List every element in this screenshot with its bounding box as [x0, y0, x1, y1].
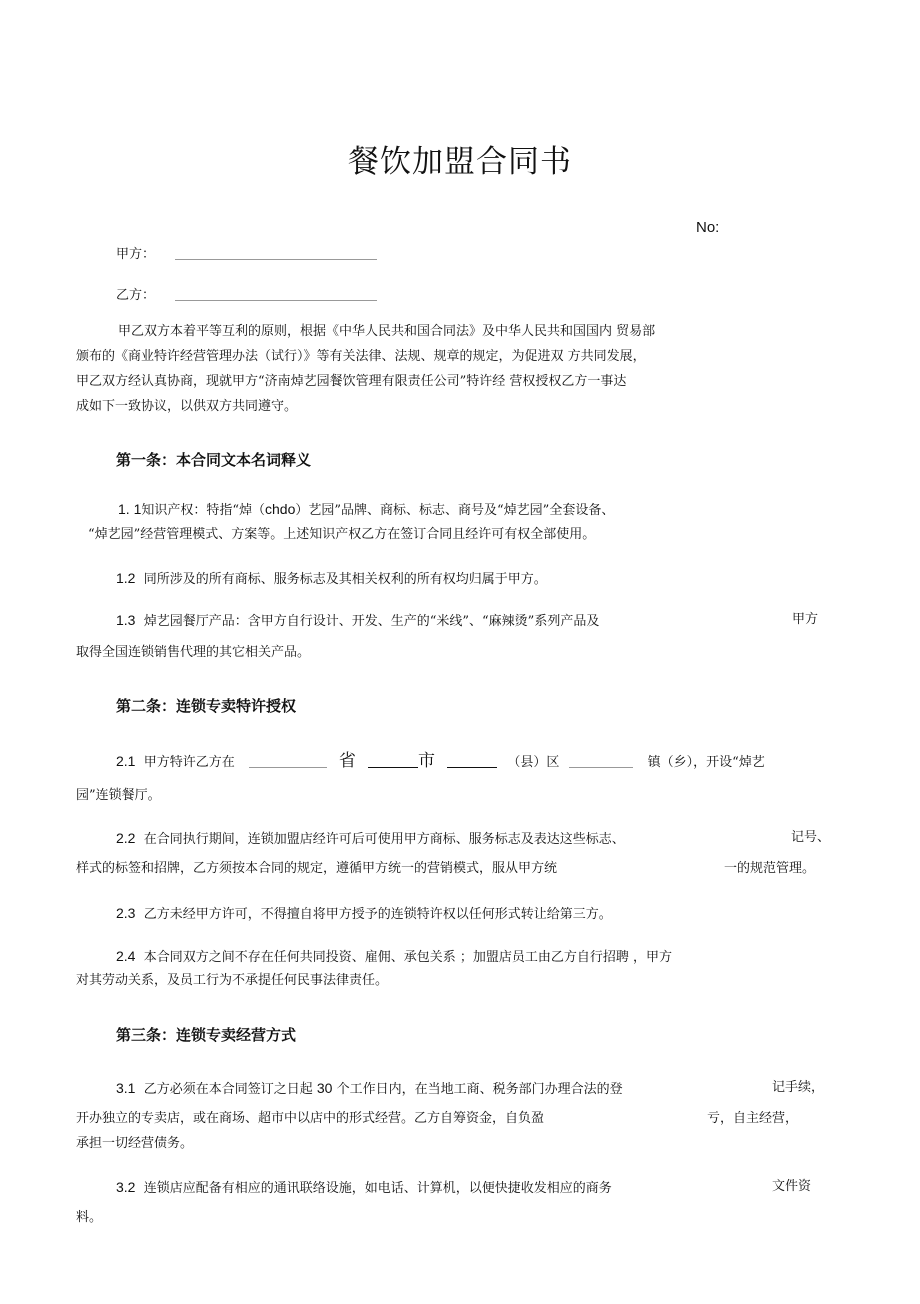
clause-3-1-right: 记手续，	[772, 1080, 825, 1095]
party-a-label: 甲方：	[116, 247, 156, 262]
clause-2-1-line: 园”连锁餐厅。	[76, 788, 161, 803]
clause-3-1-right: 亏，自主经营，	[707, 1111, 799, 1126]
party-b-blank	[175, 300, 377, 301]
town-blank	[569, 767, 633, 768]
party-a-blank	[175, 259, 377, 260]
clause-2-4-line: 2.4 本合同双方之间不存在任何共同投资、雇佣、承包关系 ；加盟店员工由乙方自行招聘 ，甲方	[116, 948, 672, 965]
clause-number: 3.2	[116, 1179, 136, 1195]
intro-line: 成如下一致协议，以供双方共同遵守。	[76, 399, 298, 414]
clause-number: 1.2	[116, 570, 136, 586]
article-1-heading: 第一条：本合同文本名词释义	[116, 451, 312, 469]
clause-2-2-line: 样式的标签和招牌，乙方须按本合同的规定，遵循甲方统一的营销模式，服从甲方统	[76, 861, 558, 876]
clause-number: 2.1	[116, 753, 136, 769]
clause-1-2: 1.2 同所涉及的所有商标、服务标志及其相关权利的所有权均归属于甲方。	[116, 570, 547, 587]
clause-2-2-line: 2.2 在合同执行期间，连锁加盟店经许可后可使用甲方商标、服务标志及表达这些标志、	[116, 830, 625, 847]
clause-2-2-right: 记号、	[791, 830, 831, 845]
clause-number: 1. 1	[118, 501, 142, 517]
clause-1-1-line: 1. 1知识产权：特指“焯（chdo）艺园”品牌、商标、标志、商号及“焯艺园”全套设备、	[118, 501, 615, 518]
city-blank	[368, 767, 418, 768]
clause-2-4-line: 对其劳动关系，及员工行为不承提任何民事法律责任。	[76, 973, 389, 988]
clause-3-1-line: 承担一切经营债务。	[76, 1136, 194, 1151]
clause-3-2-right: 文件资	[772, 1179, 812, 1194]
clause-1-3-line: 1.3 焯艺园餐厅产品：含甲方自行设计、开发、生产的“米线”、“麻辣烫”系列产品及	[116, 612, 600, 629]
clause-3-1-line: 开办独立的专卖店，或在商场、超市中以店中的形式经营。乙方自筹资金，自负盈	[76, 1111, 545, 1126]
clause-number: 2.3	[116, 905, 136, 921]
clause-number: 3.1	[116, 1080, 136, 1096]
clause-2-2-right: 一的规范管理。	[724, 861, 816, 876]
article-2-heading: 第二条：连锁专卖特许授权	[116, 697, 297, 715]
clause-number: 2.2	[116, 830, 136, 846]
clause-2-3: 2.3 乙方未经甲方许可，不得擅自将甲方授予的连锁特许权以任何形式转让给第三方。	[116, 905, 612, 922]
article-3-heading: 第三条：连锁专卖经营方式	[116, 1026, 297, 1044]
party-b-label: 乙方：	[116, 288, 156, 303]
clause-3-1-line: 3.1 乙方必须在本合同签订之日起 30 个工作日内，在当地工商、税务部门办理合法的登	[116, 1080, 623, 1097]
intro-line: 甲乙双方本着平等互利的原则，根据《中华人民共和国合同法》及中华人民共和国国内 贸易部	[118, 324, 656, 339]
contract-number-label: No:	[696, 219, 720, 236]
clause-2-1-line: 2.1 甲方特许乙方在 省 市 （县）区 镇（乡），开设“焯艺	[116, 751, 765, 771]
county-blank	[447, 767, 497, 768]
intro-line: 甲乙双方经认真协商，现就甲方“济南焯艺园餐饮管理有限责任公司”特许经 营权授权乙方一事达	[76, 374, 627, 389]
party-b-row	[116, 284, 377, 303]
clause-1-3-line: 取得全国连锁销售代理的其它相关产品。	[76, 645, 311, 660]
party-a-row	[116, 243, 377, 262]
clause-1-3-right: 甲方	[792, 612, 819, 627]
clause-3-2-line: 3.2 连锁店应配备有相应的通讯联络设施，如电话、计算机，以便快捷收发相应的商务	[116, 1179, 612, 1196]
intro-line: 颁布的《商业特许经营管理办法（试行）》等有关法律、法规、规章的规定，为促进双 方共同发展，	[76, 349, 646, 364]
clause-1-1-line: “焯艺园”经营管理模式、方案等。上述知识产权乙方在签订合同且经许可有权全部使用。	[88, 527, 596, 542]
province-blank	[249, 767, 327, 768]
clause-number: 1.3	[116, 612, 136, 628]
document-title: 餐饮加盟合同书	[348, 144, 572, 180]
clause-number: 2.4	[116, 948, 136, 964]
clause-3-2-line: 料。	[76, 1210, 103, 1225]
